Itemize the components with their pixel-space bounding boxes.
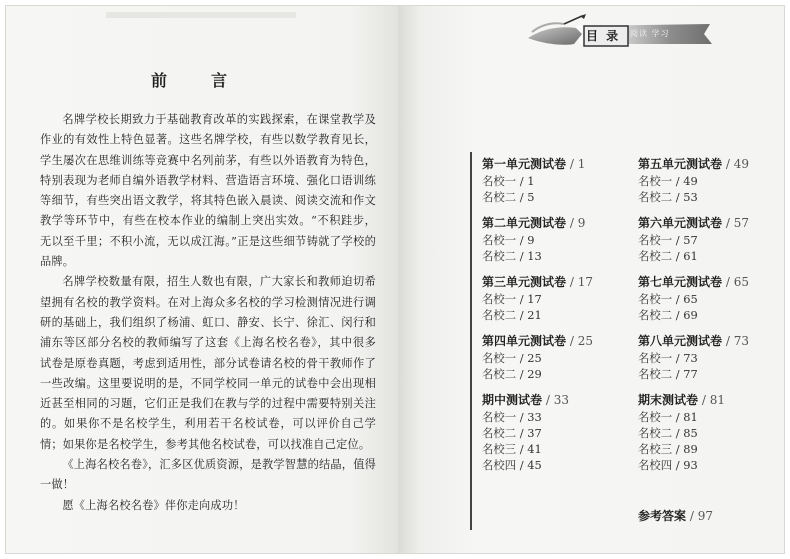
toc-entry[interactable]: 名校二 / 13 [482,249,542,263]
preface-title: 前 言 [150,71,241,90]
toc-section-heading[interactable]: 第三单元测试卷 / 17 [482,275,593,289]
toc-entry[interactable]: 名校二 / 85 [638,426,698,440]
toc-entry[interactable]: 名校三 / 89 [638,442,698,456]
toc-section-heading[interactable]: 第二单元测试卷 / 9 [482,216,586,230]
toc-entry[interactable]: 名校一 / 57 [638,233,698,247]
toc-entry[interactable]: 名校一 / 49 [638,174,698,188]
toc-entry[interactable]: 名校二 / 61 [638,249,698,263]
toc-answers-entry[interactable]: 参考答案 / 97 [638,509,713,523]
toc-section-heading[interactable]: 第七单元测试卷 / 65 [638,275,749,289]
toc-section [482,156,593,205]
toc-section [482,392,593,473]
toc-column-right [638,156,749,483]
toc-entry[interactable]: 名校一 / 9 [482,233,535,247]
toc-section-heading[interactable]: 第五单元测试卷 / 49 [638,157,749,171]
toc-entry[interactable]: 名校四 / 45 [482,458,542,472]
toc-section [638,274,749,323]
preface-body [40,110,376,516]
toc-entry[interactable]: 名校二 / 21 [482,308,542,322]
preface-paragraph: 愿《上海名校名卷》伴你走向成功！ [62,498,245,512]
toc-entry[interactable]: 名校一 / 65 [638,292,698,306]
toc-section-heading[interactable]: 第六单元测试卷 / 57 [638,216,749,230]
toc-entry[interactable]: 名校二 / 53 [638,190,698,204]
toc-entry[interactable]: 名校二 / 77 [638,367,698,381]
toc-entry[interactable]: 名校一 / 73 [638,351,698,365]
toc-entry[interactable]: 名校二 / 37 [482,426,542,440]
toc-entry[interactable]: 名校二 / 69 [638,308,698,322]
preface-paragraph: 名牌学校长期致力于基础教育改革的实践探索，在课堂教学及作业的有效性上特色显著。这些名牌学校，有些以数学教育见长，学生屡次在思维训练等竞赛中名列前茅，有些以外语教育为特色，特别表现为老师自编外语教学材料、营造语言环境、强化口语训练等细节，有些突出语文教学，将其特色嵌入晨读、阅读交流和作文教学等环节中，有些在校本作业的编制上突出实效。“不积跬步，无以至千里；不积小流，无以成江海。”正是这些细节铸就了学校的品牌。 [40,113,376,269]
toc-entry[interactable]: 名校一 / 25 [482,351,542,365]
toc-divider [470,152,472,530]
toc-section [482,274,593,323]
toc-entry[interactable]: 名校一 / 33 [482,410,542,424]
toc-entry[interactable]: 名校一 / 1 [482,174,535,188]
toc-section [638,392,749,473]
toc-section [638,333,749,382]
toc-section [638,156,749,205]
toc-section-heading[interactable]: 期中测试卷 / 33 [482,393,569,407]
toc-entry[interactable]: 名校四 / 93 [638,458,698,472]
toc-entry[interactable]: 名校三 / 41 [482,442,542,456]
toc-title: 目 录 [586,29,621,43]
toc-section [482,333,593,382]
top-strip [106,12,296,18]
toc-entry[interactable]: 名校二 / 29 [482,367,542,381]
toc-entry[interactable]: 名校二 / 5 [482,190,535,204]
preface-paragraph: 名牌学校数量有限，招生人数也有限，广大家长和教师迫切希望拥有名校的教学资料。在对上海众多名校的学习检测情况进行调研的基础上，我们组织了杨浦、虹口、静安、长宁、徐汇、闵行和浦东等区部分名校的教师编写了这套《上海名校名卷》，其中很多试卷是原卷真题，考虑到适用性，部分试卷请名校的骨干教师作了一些改编。这里要说明的是，不同学校同一单元的试卷中会出现相近甚至相同的习题，它们正是我们在教与学的过程中需要特别关注的。如果你不是名校学生，利用若干名校试卷，可以评价自己学情；如果你是名校学生，参考其他名校试卷，可以找准自己定位。 [40,275,376,451]
toc-section-heading[interactable]: 期末测试卷 / 81 [638,393,725,407]
toc-section-heading[interactable]: 第八单元测试卷 / 73 [638,334,749,348]
toc-column-left [482,156,593,483]
banner-faint-text: 阅读 学习 [630,29,670,38]
toc-entry[interactable]: 名校一 / 17 [482,292,542,306]
toc-section-heading[interactable]: 第一单元测试卷 / 1 [482,157,586,171]
toc-section [482,215,593,264]
preface-page [6,6,398,553]
toc-section-heading[interactable]: 第四单元测试卷 / 25 [482,334,593,348]
toc-section [638,215,749,264]
preface-paragraph: 《上海名校名卷》，汇多区优质资源，是教学智慧的结晶，值得一做！ [40,458,376,492]
toc-entry[interactable]: 名校一 / 81 [638,410,698,424]
